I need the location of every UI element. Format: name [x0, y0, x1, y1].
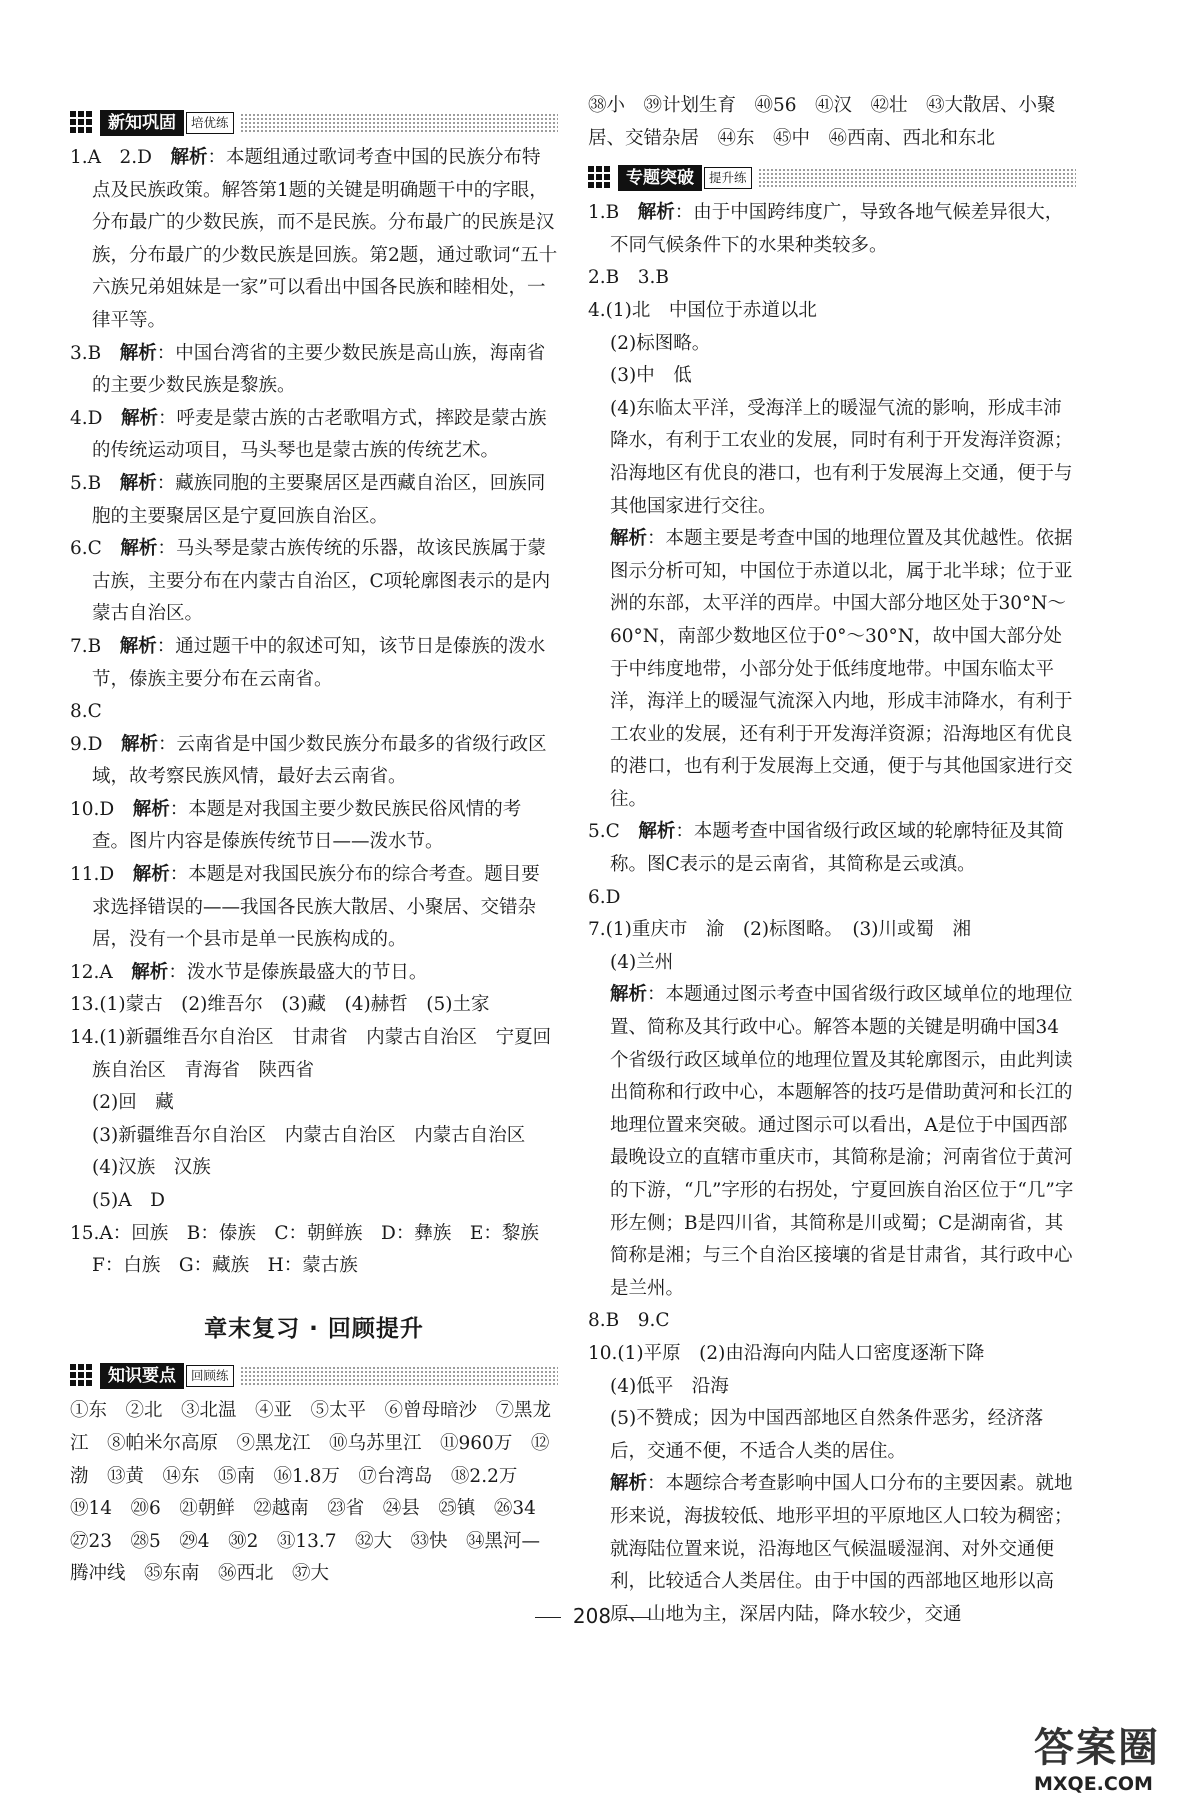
- section-title: 新知巩固: [100, 110, 184, 136]
- analysis-label: 解析: [119, 635, 157, 657]
- page-number-text: 208: [572, 1604, 612, 1628]
- answer-q7: [588, 914, 1076, 1305]
- section-title: 知识要点: [100, 1363, 184, 1389]
- analysis-label: 解析: [120, 538, 158, 560]
- section-title: 专题突破: [618, 165, 702, 191]
- dotted-rule: [758, 168, 1076, 188]
- answer-line: 1.A 2.D 解析：本题组通过歌词考查中国的民族分布特点及民族政策。解答第1题的关键是明确题干中的字眼，分布最广的少数民族，而不是民族。分布最广的民族是汉族，分布最广的少数民族是回族。第2题，通过歌词“五十六族兄弟姐妹是一家”可以看出中国各民族和睦相处，一律平等。: [70, 147, 558, 331]
- answer-line: 4.(1)北 中国位于赤道以北: [588, 299, 817, 321]
- answer-line: (3)新疆维吾尔自治区 内蒙古自治区 内蒙古自治区: [92, 1124, 526, 1146]
- answer-line: 5.B 解析：藏族同胞的主要聚居区是西藏自治区，回族同胞的主要聚居区是宁夏回族自治区。: [70, 472, 546, 527]
- section-tag: 提升练: [704, 167, 752, 189]
- analysis-label: 解析: [120, 733, 158, 755]
- analysis-label: 解析: [170, 147, 208, 168]
- dash-left: [535, 1617, 561, 1618]
- answer-line: (5)不赞成；因为中国西部地区自然条件恶劣，经济落后，交通不便，不适合人类的居住。: [610, 1408, 1044, 1462]
- answer-q10: [588, 1338, 1076, 1631]
- watermark-url: MXQE.COM: [1034, 1773, 1153, 1795]
- answer-line: (3)中 低: [610, 365, 692, 387]
- answer-line: 8.C: [70, 701, 102, 723]
- analysis-label: 解析: [610, 1473, 648, 1495]
- answer-line: 9.D 解析：云南省是中国少数民族分布最多的省级行政区域，故考察民族风情，最好去云南省。: [70, 733, 547, 788]
- analysis-label: 解析: [132, 864, 170, 886]
- answer-line: 解析：本题主要是考查中国的地理位置及其优越性。依据图示分析可知，中国位于赤道以北，属于北半球；位于亚洲的东部，太平洋的西岸。中国大部分地区处于30°N～60°N，南部少数地区位于0°～30°N，故中国大部分处于中纬度地带，小部分处于低纬度地带。中国东临太平洋，海洋上的暖湿气流深入内地，形成丰沛降水，有利于工农业的发展，还有利于开发海洋资源；沿海地区有优良的港口，也有利于发展海上交通，便于与其他国家进行交往。: [610, 528, 1073, 810]
- answer-line: 11.D 解析：本题是对我国民族分布的综合考查。题目要求选择错误的——我国各民族大散居、小聚居、交错杂居，没有一个县市是单一民族构成的。: [70, 864, 540, 951]
- answer-line: 10.D 解析：本题是对我国主要少数民族民俗风情的考查。图片内容是傣族传统节日——泼水节。: [70, 798, 522, 853]
- watermark-text: 答案圈: [1034, 1725, 1160, 1771]
- dash-right: [623, 1617, 649, 1618]
- answer-list-xinzhi: [70, 142, 558, 1022]
- watermark-logo: [1034, 1716, 1174, 1795]
- answer-q15: 15.A：回族 B：傣族 C：朝鲜族 D：彝族 E：黎族 F：白族 G：藏族 H：蒙古族: [70, 1222, 558, 1277]
- answer-line: 13.(1)蒙古 (2)维吾尔 (3)藏 (4)赫哲 (5)土家: [70, 994, 490, 1016]
- answer-line: 7.B 解析：通过题干中的叙述可知，该节日是傣族的泼水节，傣族主要分布在云南省。: [70, 635, 546, 690]
- analysis-label: 解析: [610, 984, 648, 1006]
- answer-q6: 6.D: [588, 886, 621, 908]
- answer-line: 6.C 解析：马头琴是蒙古族传统的乐器，故该民族属于蒙古族，主要分布在内蒙古自治区，C项轮廓图表示的是内蒙古自治区。: [70, 538, 551, 625]
- grid-dots-icon: [70, 1364, 96, 1388]
- analysis-label: 解析: [132, 798, 170, 820]
- answer-line: (2)标图略。: [610, 332, 711, 354]
- section-header-xinzhi: [70, 108, 558, 138]
- answer-line: 4.D 解析：呼麦是蒙古族的古老歌唱方式，摔跤是蒙古族的传统运动项目，马头琴也是蒙古族的传统艺术。: [70, 407, 547, 462]
- answer-q14: [70, 1022, 558, 1218]
- left-column: [70, 100, 558, 1591]
- answer-line: (4)汉族 汉族: [92, 1157, 211, 1179]
- analysis-label: 解析: [637, 202, 675, 224]
- answer-line: 解析：本题通过图示考查中国省级行政区域单位的地理位置、简称及其行政中心。解答本题的关键是明确中国34个省级行政区域单位的地理位置及其轮廓图示，由此判读出简称和行政中心，本题解答的技巧是借助黄河和长江的地理位置来突破。通过图示可以看出，A是位于中国西部最晚设立的直辖市重庆市，其简称是渝；河南省位于黄河的下游，“几”字形的右拐处，宁夏回族自治区位于“几”字形左侧；B是四川省，其简称是川或蜀；C是湖南省，其简称是湘；与三个自治区接壤的省是甘肃省，其行政中心是兰州。: [610, 984, 1074, 1299]
- grid-dots-icon: [70, 111, 96, 135]
- answer-q5: [588, 816, 1076, 881]
- knowledge-points: ①东 ②北 ③北温 ④亚 ⑤太平 ⑥曾母暗沙 ⑦黑龙江 ⑧帕米尔高原 ⑨黑龙江 ⑩乌苏里江 ⑪960万 ⑫渤 ⑬黄 ⑭东 ⑮南 ⑯1.8万 ⑰台湾岛 ⑱2.2万 ⑲14 ⑳6 ㉑朝鲜 ㉒越南 ㉓省 ㉔县 ㉕镇 ㉖34 ㉗23 ㉘5 ㉙4 ㉚2 ㉛13.7 ㉜大 ㉝快 ㉞黑河—腾冲线 ㉟东南 ㊱西北 ㊲大: [70, 1400, 555, 1585]
- section-header-zhishi: [70, 1361, 558, 1391]
- analysis-label: 解析: [119, 472, 157, 494]
- answer-q4: [588, 295, 1076, 817]
- analysis-label: 解析: [131, 961, 169, 983]
- answer-line: (4)低平 沿海: [610, 1375, 729, 1397]
- chapter-title: 章末复习 · 回顾提升: [204, 1315, 424, 1342]
- answer-line: 解析：本题综合考查影响中国人口分布的主要因素。就地形来说，海拔较低、地形平坦的平原地区人口较为稠密；就海陆位置来说，沿海地区气候温暖湿润、对外交通便利，比较适合人类居住。由于中国的西部地区地形以高原、山地为主，深居内陆，降水较少，交通: [610, 1473, 1073, 1625]
- answer-line: (4)东临太平洋，受海洋上的暖湿气流的影响，形成丰沛降水，有利于工农业的发展，同时有利于开发海洋资源；沿海地区有优良的港口，也有利于发展海上交通，便于与其他国家进行交往。: [610, 397, 1073, 517]
- dotted-rule: [240, 1366, 558, 1386]
- analysis-label: 解析: [610, 528, 648, 550]
- answer-line: (5)A D: [92, 1190, 165, 1211]
- answer-q8-9: 8.B 9.C: [588, 1310, 670, 1332]
- section-tag: 回顾练: [186, 1365, 234, 1387]
- analysis-label: 解析: [120, 407, 158, 429]
- answer-line: 7.(1)重庆市 渝 (2)标图略。 (3)川或蜀 湘: [588, 919, 972, 941]
- answer-line: 12.A 解析：泼水节是傣族最盛大的节日。: [70, 961, 428, 983]
- dotted-rule: [240, 113, 558, 133]
- section-header-zhuanti: [588, 163, 1076, 193]
- section-tag: 培优练: [186, 112, 234, 134]
- analysis-label: 解析: [638, 821, 676, 843]
- answer-line: 5.C 解析：本题考查中国省级行政区域的轮廓特征及其简称。图C表示的是云南省，其简称是云或滇。: [588, 821, 1064, 876]
- page-number: [0, 1604, 1184, 1628]
- answer-line: (4)兰州: [610, 951, 674, 973]
- answer-line: 14.(1)新疆维吾尔自治区 甘肃省 内蒙古自治区 宁夏回族自治区 青海省 陕西省: [70, 1027, 552, 1081]
- answer-line: 10.(1)平原 (2)由沿海向内陆人口密度逐渐下降: [588, 1342, 985, 1364]
- answer-list-zhuanti: [588, 197, 1076, 295]
- answer-line: 3.B 解析：中国台湾省的主要少数民族是高山族，海南省的主要少数民族是黎族。: [70, 342, 546, 397]
- answer-line: (2)回 藏: [92, 1092, 174, 1114]
- answer-line: 2.B 3.B: [588, 267, 669, 289]
- knowledge-points-cont: ㊳小 ㊴计划生育 ㊵56 ㊶汉 ㊷壮 ㊸大散居、小聚居、交错杂居 ㊹东 ㊺中 ㊻西南、西北和东北: [588, 95, 1056, 149]
- answer-line: 1.B 解析：由于中国跨纬度广，导致各地气候差异很大，不同气候条件下的水果种类较多。: [588, 202, 1064, 256]
- right-column: [588, 90, 1076, 1631]
- grid-dots-icon: [588, 166, 614, 190]
- analysis-label: 解析: [119, 342, 157, 364]
